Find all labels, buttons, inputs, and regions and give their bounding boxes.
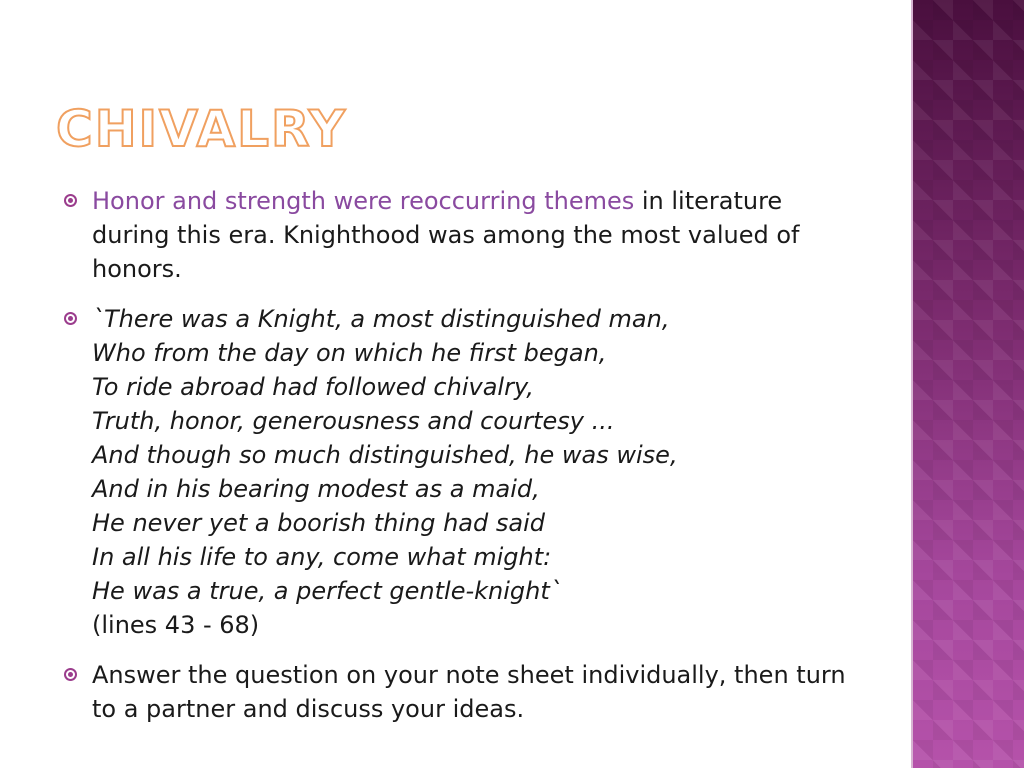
- bullet-item-1: [62, 184, 852, 286]
- circle-dot-icon: [64, 668, 77, 681]
- poem-line: Truth, honor, generousness and courtesy ...: [92, 407, 615, 435]
- poem-line: He never yet a boorish thing had said: [92, 509, 545, 537]
- poem-line: And though so much distinguished, he was wise,: [92, 441, 678, 469]
- poem-line: To ride abroad had followed chivalry,: [92, 373, 534, 401]
- bullet-text: Answer the question on your note sheet individually, then turn to a partner and discuss your ideas.: [92, 661, 846, 723]
- poem-line: In all his life to any, come what might:: [92, 543, 552, 571]
- circle-dot-icon: [64, 194, 77, 207]
- bullet-text: in literature during this era. Knighthood was among the most valued of honors.: [92, 187, 800, 283]
- highlight-text: Honor and strength were reoccurring themes: [92, 187, 635, 215]
- poem-line: He was a true, a perfect gentle-knight`: [92, 577, 562, 605]
- bullet-item-2: [62, 302, 852, 642]
- poem-line: Who from the day on which he first began,: [92, 339, 607, 367]
- poem-line: And in his bearing modest as a maid,: [92, 475, 540, 503]
- slide-title: CHIVALRY: [56, 100, 347, 158]
- slide-content: [62, 184, 852, 742]
- poem-line: `There was a Knight, a most distinguished man,: [92, 305, 670, 333]
- bullet-item-3: [62, 658, 852, 726]
- circle-dot-icon: [64, 312, 77, 325]
- decorative-side-band: [913, 0, 1024, 768]
- poem-citation: (lines 43 - 68): [92, 611, 260, 639]
